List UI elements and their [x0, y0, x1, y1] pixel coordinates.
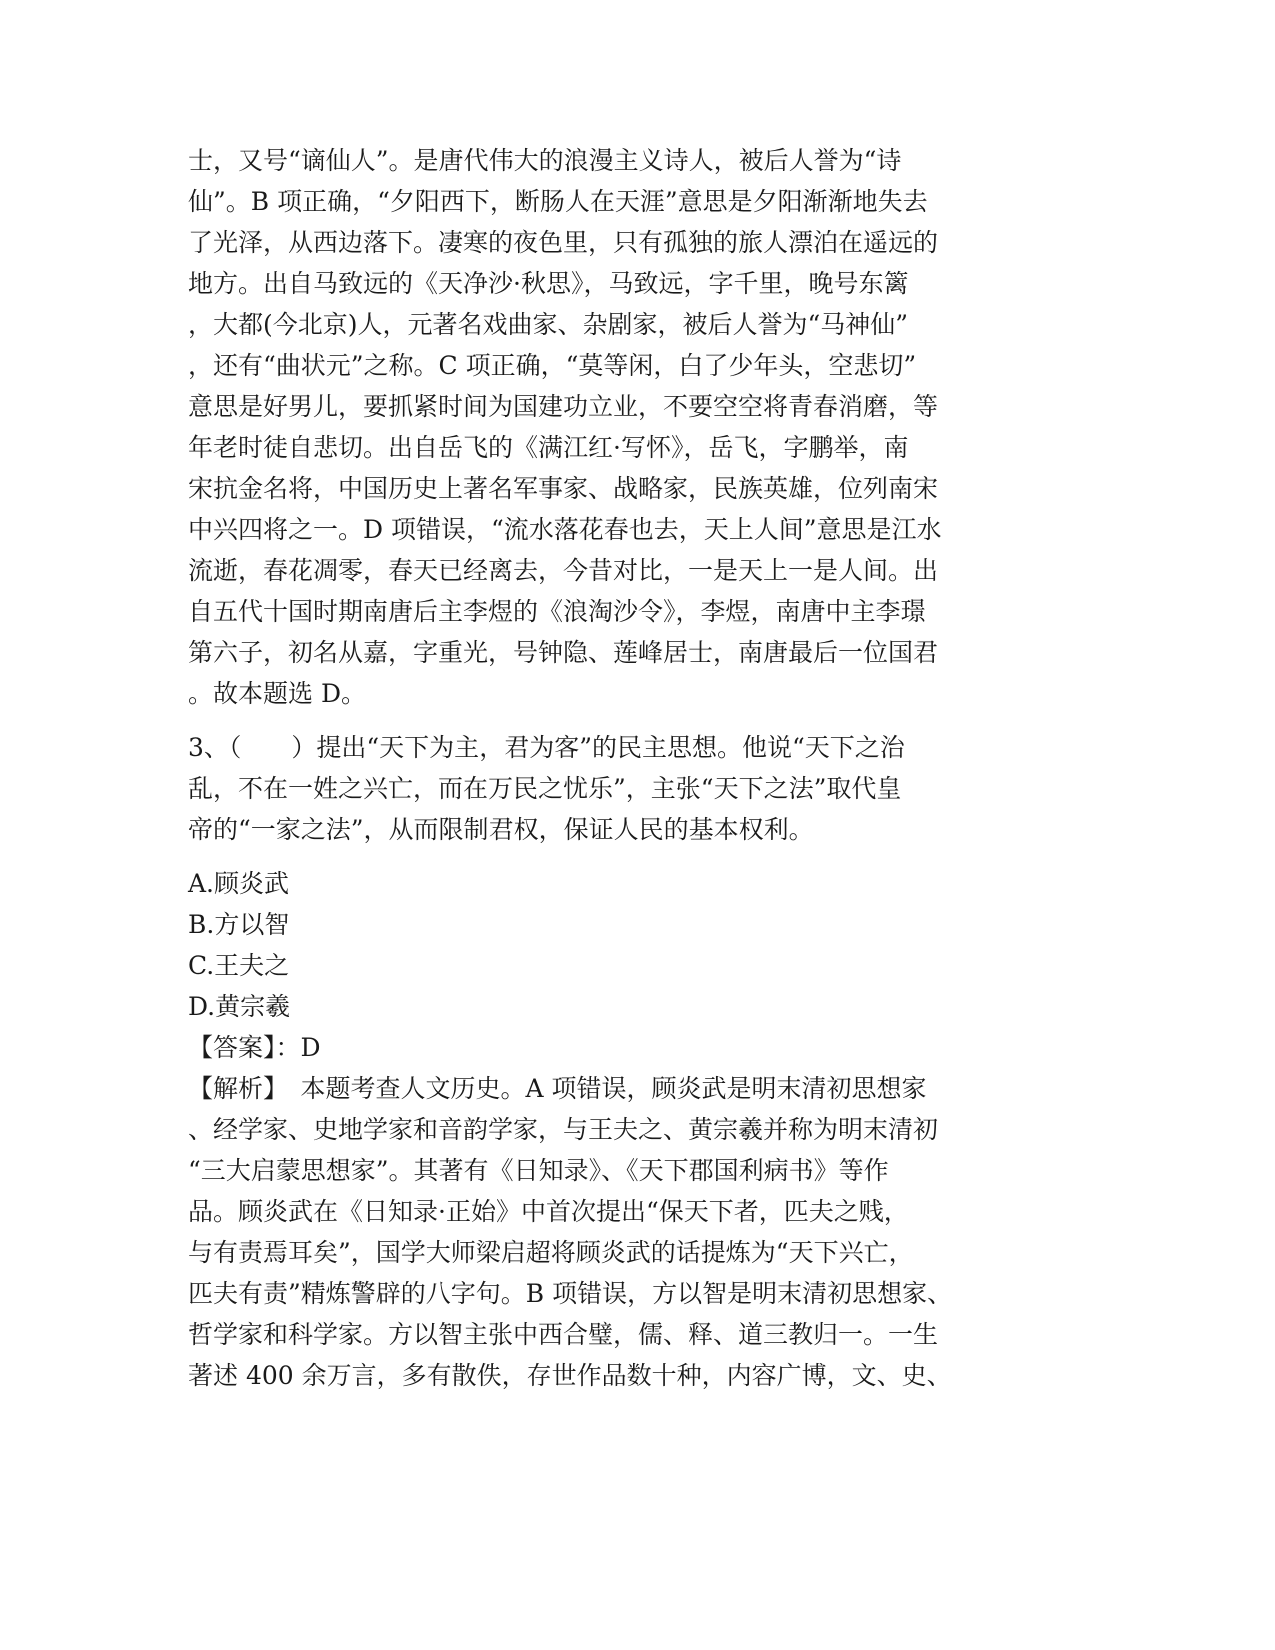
option-d: D.黄宗羲: [188, 992, 291, 1021]
explanation-line: 【解析】 本题考查人文历史。A 项错误，顾炎武是明末清初思想家: [188, 1074, 927, 1103]
text-line: 宋抗金名将，中国历史上著名军事家、战略家，民族英雄，位列南宋: [188, 474, 939, 503]
question-stem-line: 乱，不在一姓之兴亡，而在万民之忧乐”，主张“天下之法”取代皇: [188, 774, 902, 803]
question-stem-line: 帝的“一家之法”，从而限制君权，保证人民的基本权利。: [188, 815, 814, 844]
question-stem-line: 3、（ ）提出“天下为主，君为客”的民主思想。他说“天下之治: [188, 733, 905, 762]
answer-line: 【答案】：D: [188, 1033, 321, 1062]
text-line: 士，又号“谪仙人”。是唐代伟大的浪漫主义诗人，被后人誉为“诗: [188, 146, 902, 175]
text-line: 意思是好男儿，要抓紧时间为国建功立业，不要空空将青春消磨，等: [188, 392, 939, 421]
text-line: 第六子，初名从嘉，字重光，号钟隐、莲峰居士，南唐最后一位国君: [188, 638, 939, 667]
text-line: 中兴四将之一。D 项错误，“流水落花春也去，天上人间”意思是江水: [188, 515, 942, 544]
option-b: B.方以智: [188, 910, 290, 939]
explanation-line: “三大启蒙思想家”。其著有《日知录》、《天下郡国利病书》等作: [188, 1156, 889, 1185]
text-line: 地方。出自马致远的《天净沙·秋思》，马致远，字千里，晚号东篱: [188, 269, 909, 298]
explanation-line: 与有责焉耳矣”，国学大师梁启超将顾炎武的话提炼为“天下兴亡，: [188, 1238, 914, 1267]
text-line: 流逝，春花凋零，春天已经离去，今昔对比，一是天上一是人间。出: [188, 556, 939, 585]
explanation-line: 匹夫有责”精炼警辟的八字句。B 项错误，方以智是明末清初思想家、: [188, 1279, 953, 1308]
option-a: A.顾炎武: [188, 869, 290, 898]
text-line: ，还有“曲状元”之称。C 项正确，“莫等闲，白了少年头，空悲切”: [188, 351, 917, 380]
text-line: 。故本题选 D。: [188, 679, 366, 708]
text-line: ，大都(今北京)人，元著名戏曲家、杂剧家，被后人誉为“马神仙”: [188, 310, 909, 339]
option-c: C.王夫之: [188, 951, 290, 980]
text-line: 年老时徒自悲切。出自岳飞的《满江红·写怀》，岳飞，字鹏举，南: [188, 433, 909, 462]
explanation-line: 、经学家、史地学家和音韵学家，与王夫之、黄宗羲并称为明末清初: [188, 1115, 939, 1144]
text-line: 自五代十国时期南唐后主李煜的《浪淘沙令》，李煜，南唐中主李璟: [188, 597, 926, 626]
explanation-line: 哲学家和科学家。方以智主张中西合璧，儒、释、道三教归一。一生: [188, 1320, 939, 1349]
explanation-line: 著述 400 余万言，多有散佚，存世作品数十种，内容广博，文、史、: [188, 1361, 952, 1390]
text-line: 了光泽，从西边落下。凄寒的夜色里，只有孤独的旅人漂泊在遥远的: [188, 228, 939, 257]
explanation-line: 品。顾炎武在《日知录·正始》中首次提出“保天下者，匹夫之贱，: [188, 1197, 909, 1226]
text-line: 仙”。B 项正确，“夕阳西下，断肠人在天涯”意思是夕阳渐渐地失去: [188, 187, 928, 216]
